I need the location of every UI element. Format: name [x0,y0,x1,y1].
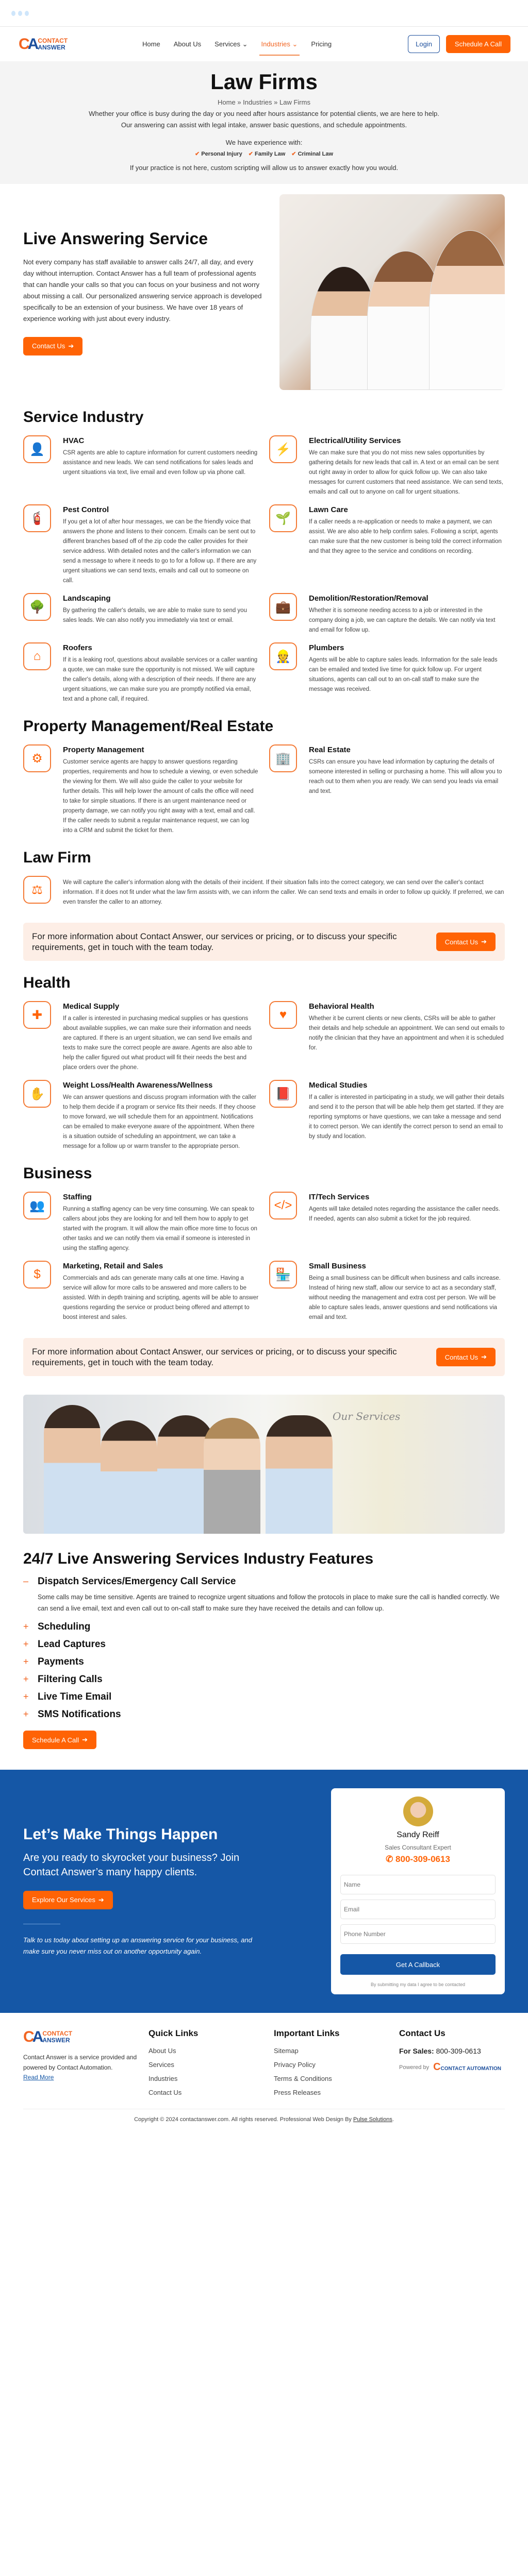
copyright-period: . [392,2116,394,2123]
industry-card [23,744,259,836]
logo-text [42,2030,72,2044]
accordion-item[interactable] [23,1709,505,1720]
code-laptop-icon: </> [269,1192,297,1219]
section-title: Business [23,1165,92,1182]
sales-label: For Sales: [399,2047,434,2055]
industry-card [269,744,505,836]
quick-links-title: Quick Links [148,2028,199,2038]
industry-title: Medical Supply [63,1002,120,1011]
contact-title: Let’s Make Things Happen [23,1825,218,1843]
logo-mark-icon: CA [19,35,37,53]
hero-closing: If your practice is not here, custom scripting will allow us to answer exactly how you would. [129,164,399,172]
accordion-body: Some calls may be time sensitive. Agents are trained to recognize urgent situations and follow the protocols in place to make sure the call is handled correctly. We can send a live email, text and even call out to on-call staff to make sure they have received the details and can follow up. [38,1594,500,1612]
heart-pulse-icon: ♥ [269,1001,297,1029]
get-callback-button[interactable]: Get A Callback [340,1954,496,1975]
button-label: Contact Us [444,1353,478,1361]
industry-title: Demolition/Restoration/Removal [309,594,428,603]
industry-grid [23,1001,505,1151]
industry-description: Commercials and ads can generate many calls at one time. Having a service will allow for more calls to be answered and more callers to be assisted. With in depth training and scripting, agents will be able to answer questions regarding the service or product being offered and attempt to boost interest and sales. [63,1275,259,1320]
industry-description: Being a small business can be difficult when business and calls increase. Instead of hiring new staff, allow our service to act as a secondary staff, without needing the management and extra cost per person. We will be able to capture sales leads, answer questions and send notifications via email and text. [309,1275,501,1320]
industry-description: Agents will take detailed notes regarding the assistance the caller needs. If needed, agents can also submit a ticket for the job required. [309,1206,500,1222]
logo[interactable] [19,36,142,53]
experience-label: We have experience with: [225,139,303,146]
industry-title: Medical Studies [309,1081,368,1090]
accordion-item[interactable] [23,1674,505,1685]
contact-cta-banner [23,923,505,961]
industry-description: Running a staffing agency can be very time consuming. We can speak to callers about jobs they are looking for and tell them how to apply to get started with the program. It will allow the main office more time to focus on other tasks and we can notify them via email if someone is interested in using the staffing agency. [63,1206,257,1251]
lightning-icon: ⚡ [269,435,297,463]
accordion-header[interactable] [23,1621,505,1633]
industry-title: Staffing [63,1193,92,1201]
footer-about: Contact Answer is a service provided and powered by Contact Automation. [23,2054,137,2071]
arrow-right-icon: ➔ [481,938,487,945]
plus-icon: + [23,1639,29,1649]
industry-title: Small Business [309,1262,366,1270]
consultant-avatar [403,1797,433,1826]
features-title: 24/7 Live Answering Services Industry Features [23,1550,374,1567]
building-icon: 🏢 [269,744,297,772]
plus-icon: + [23,1674,29,1684]
industry-card [23,1261,259,1323]
industry-card [269,1080,505,1151]
accordion-title: Live Time Email [38,1691,112,1702]
button-label: Explore Our Services [32,1896,95,1904]
industry-description: Customer service agents are happy to answer questions regarding properties, requirements and how to schedule a viewing, or even schedule the viewing for them. We will also guide the caller to your website for further details. This will help lower the amount of calls the office will need to take for simple situations. If there is an urgent maintenance need or property damage, we can notify you right away with a text, email and call. If the caller needs to submit a regular maintenance request, we can log into a CRM and submit the ticket for them. [63,759,258,834]
industry-title: Plumbers [309,643,344,652]
accordion-item[interactable] [23,1691,505,1703]
consultant-name: Sandy Reiff [397,1831,439,1839]
section-title: Law Firm [23,849,91,866]
read-more-link[interactable]: Read More [23,2074,54,2081]
accordion-title: Filtering Calls [38,1674,103,1685]
plus-icon: + [23,1691,29,1702]
industry-title: Marketing, Retail and Sales [63,1262,163,1270]
gear-house-icon: ⚙ [23,744,51,772]
industries-content [0,409,528,1376]
industry-card [23,435,259,497]
contact-us-button[interactable] [436,933,496,951]
industry-card [269,642,505,704]
industry-title: Roofers [63,643,92,652]
button-label: Schedule A Call [32,1736,79,1744]
industry-card [269,1192,505,1253]
plus-icon: + [23,1656,29,1667]
industry-card [269,504,505,586]
sales-phone[interactable]: 800-309-0613 [436,2047,481,2055]
logo-line2: ANSWER [38,43,65,51]
industry-card [269,1261,505,1323]
industry-title: Pest Control [63,505,109,514]
cta-text: For more information about Contact Answer, our services or pricing, or to discuss your specific requirements, get in touch with the team today. [32,931,397,952]
section-title: Live Answering Service [23,229,208,248]
industry-description: We will capture the caller's information along with the details of their incident. If their situation falls into the correct category, we can send over the caller's contact information. If it does not fit under what the law firm assists with, we can inform the caller. We can send texts and emails in order to follow up quickly. If preferred, we can even transfer the caller to an attorney. [63,879,504,905]
industry-card [23,504,259,586]
partner-logo-text: CONTACT AUTOMATION [440,2066,501,2072]
contact-us-button[interactable] [23,337,82,355]
plus-icon: + [23,1709,29,1719]
industry-title: Property Management [63,745,144,754]
call-center-photo [279,194,505,390]
industry-card [269,593,505,635]
industry-grid [23,876,505,907]
consultant-phone[interactable] [340,1854,496,1865]
money-growth-icon: $ [23,1261,51,1289]
nav-item-pricing[interactable]: Pricing [311,40,332,48]
industry-description: If a caller needs a re-application or needs to make a payment, we can assist. We are also able to help confirm sales. Following a script, agents can make sure that the new customer is being told the correct information and that they agree to the service and conditions on recording. [309,519,502,554]
accordion-header[interactable] [23,1576,505,1587]
accordion-title: Scheduling [38,1621,91,1632]
arrow-right-icon: ➔ [82,1736,88,1743]
footer-link[interactable]: Press Releases [274,2089,321,2096]
industry-description: By gathering the caller's details, we are able to make sure to send you sales leads. We can also notify you immediately via text or email. [63,607,247,623]
consultant-title: Sales Consultant Expert [385,1844,451,1851]
briefcase-icon: 💼 [269,593,297,621]
footer-link[interactable]: Contact Us [148,2089,182,2096]
industry-card [269,1001,505,1073]
industry-description: CSR agents are able to capture information for current customers needing assistance and new leads. We can send notifications for sales leads and urgent situations via text, live email and even follow up via phone call. [63,450,258,476]
industry-grid [23,1192,505,1323]
phone-number: 800-309-0613 [395,1854,450,1864]
industry-title: HVAC [63,436,85,445]
footer-link[interactable]: Terms & Conditions [274,2075,332,2082]
section-title: Service Industry [23,409,144,426]
callback-form [331,1788,505,1994]
industry-title: Weight Loss/Health Awareness/Wellness [63,1081,213,1090]
arrow-right-icon: ➔ [98,1895,104,1904]
button-label: Contact Us [444,938,478,946]
industry-description: Whether it is someone needing access to a job or interested in the company doing a job, we can capture the details. We can notify via text and email for follow up. [309,607,496,633]
practice-areas [0,150,528,157]
section-title: Property Management/Real Estate [23,718,274,735]
schedule-call-button[interactable]: Schedule A Call [446,35,510,53]
login-button[interactable]: Login [408,35,440,53]
industry-description: Agents will be able to capture sales leads. Information for the sale leads can be emailed and texted live time for quick follow up. For urgent situations, agents can call out to an on-call staff to make sure the message was received. [309,657,498,692]
industry-description: If a caller is interested in participating in a study, we will gather their details and send it to the person that will be able help them get started. If they are reporting symptoms or have questions, we can take a message and send it to correct person. We can identify the correct person to send an email to by study and location. [309,1094,504,1140]
agent-icon: 👤 [23,435,51,463]
logo-text [38,38,68,51]
banner-overlay-text: Our Services [333,1410,401,1422]
industry-card [23,593,259,635]
plant-hand-icon: 🌱 [269,504,297,532]
logo-line1: CONTACT [42,2030,73,2037]
industry-grid [23,744,505,836]
roof-hammer-icon: ⌂ [23,642,51,670]
industry-description: If it is a leaking roof, questions about available services or a caller wanting a quote, we can make sure the opportunity is not missed. We will capture the caller's details, along with a description of their needs. If there are any urgent situations, we can make sure you are promptly notified via email, text and a phone call, if required. [63,657,258,702]
accordion-item[interactable] [23,1639,505,1650]
contact-automation-logo[interactable]: CCONTACT AUTOMATION [433,2061,501,2073]
name-input[interactable] [340,1875,496,1894]
industry-grid [23,435,505,704]
industry-description: If you get a lot of after hour messages, we can be the friendly voice that answers the phone and listens to their concern. Emails can be sent out to different branches based off of the zip code the caller provides for their service address. With detailed notes and the caller's information we can send a message to where it needs to go to for a follow up. If there are any urgent situations we can send texts, emails and call out to someone on call. [63,519,257,584]
disclaimer: By submitting my data I agree to be contacted [370,1982,466,1987]
window-dot-icon [11,11,15,16]
industry-description: Whether it be current clients or new clients, CSRs will be able to gather their details and help schedule an appointment. We can send out emails to notify the clinician that they have an appointment and when it is scheduled for. [309,1015,505,1051]
nav-item-services[interactable]: Services ⌄ [214,40,248,48]
contact-subtitle: Are you ready to skyrocket your business? Join Contact Answer’s many happy clients. [23,1852,240,1878]
contact-cta-banner [23,1338,505,1376]
industry-card [23,1080,259,1151]
accordion-header[interactable] [23,1639,505,1650]
industry-card [23,1192,259,1253]
arrow-right-icon: ➔ [481,1353,487,1361]
accordion-item[interactable] [23,1656,505,1668]
cta-text: For more information about Contact Answer, our services or pricing, or to discuss your specific requirements, get in touch with the team today. [32,1347,397,1367]
hero [0,61,528,184]
practice-area-check: ✔ Family Law [249,150,286,157]
section-title: Health [23,974,71,991]
industry-card [23,642,259,704]
storefront-icon: 🏪 [269,1261,297,1289]
industry-title: Lawn Care [309,505,348,514]
plus-icon: + [23,1621,29,1632]
medical-book-icon: 📕 [269,1080,297,1108]
accordion-title: Payments [38,1656,84,1667]
industry-title: Behavioral Health [309,1002,374,1011]
browser-chrome [0,0,528,27]
logo-mark-icon: CA [23,2028,42,2045]
footer-link[interactable]: Services [148,2061,174,2069]
contact-note: Talk to us today about setting up an answering service for your business, and make sure you never miss out on another opportunity again. [23,1936,252,1955]
industry-title: IT/Tech Services [309,1193,370,1201]
industry-description: We can answer questions and discuss program information with the caller to help them decide if a program or service fits their needs. If they choose to move forward, we will schedule them for an appointment. Notifications can be emailed to make everyone aware of the appointment. When there is a situation outside of scheduling an appointment, we can take a message for a follow up or warm transfer to the appropriate person. [63,1094,256,1149]
accordion-item[interactable] [23,1576,505,1614]
footer [0,2013,528,2131]
copyright [23,2109,505,2131]
accordion-header[interactable] [23,1656,505,1668]
contact-title: Contact Us [399,2028,446,2038]
medical-kit-icon: ✚ [23,1001,51,1029]
industry-description: CSRs can ensure you have lead information by capturing the details of someone interested in selling or purchasing a home. This will allow you to reach out to them when you are ready. We can send you leads via email and text. [309,759,502,794]
industry-description: If a caller is interested in purchasing medical supplies or has questions about available supplies, we can make sure their information and needs are captured. If there is an urgent situation, we can send live emails and texts to make sure the correct people are aware. Agents are also able to help the caller figured out what product will fit their needs the best and place orders over the phone. [63,1015,252,1071]
copyright-text: Copyright © 2024 contactanswer.com. All rights reserved. Professional Web Design By [134,2116,353,2123]
practice-area-check: ✔ Criminal Law [291,150,333,157]
footer-link[interactable]: About Us [148,2047,176,2055]
footer-logo[interactable] [23,2028,147,2046]
accordion-item[interactable] [23,1621,505,1633]
important-links-title: Important Links [274,2028,340,2038]
industry-title: Landscaping [63,594,111,603]
industry-card [23,1001,259,1073]
main-menu [142,35,408,54]
industry-card [23,876,505,907]
button-label: Contact Us [32,342,65,350]
footer-link[interactable]: Sitemap [274,2047,299,2055]
footer-link[interactable]: Privacy Policy [274,2061,316,2069]
features-accordion [23,1576,505,1720]
breadcrumb[interactable]: Home » Industries » Law Firms [218,98,310,106]
nav-item-about[interactable]: About Us [173,40,202,48]
footer-link[interactable]: Industries [148,2075,178,2082]
designer-link[interactable]: Pulse Solutions [353,2116,392,2123]
nav-item-home[interactable]: Home [142,40,160,48]
window-dot-icon [18,11,22,16]
practice-area-check: ✔ Personal Injury [195,150,242,157]
accordion-title: Lead Captures [38,1639,106,1650]
contact-us-button[interactable] [436,1348,496,1366]
nav-item-industries[interactable]: Industries ⌄ [261,35,298,54]
accordion-title: SMS Notifications [38,1709,121,1720]
arrow-right-icon: ➔ [68,342,74,350]
phone-icon: ✆ [386,1854,396,1864]
industry-title: Real Estate [309,745,351,754]
sprayer-icon: 🧯 [23,504,51,532]
accordion-header[interactable] [23,1674,505,1685]
minus-icon: – [23,1576,29,1586]
industry-title: Electrical/Utility Services [309,436,401,445]
explore-services-button[interactable] [23,1891,113,1909]
contact-section [0,1770,528,2013]
people-icon: 👥 [23,1192,51,1219]
wellness-hand-icon: ✋ [23,1080,51,1108]
gavel-icon: ⚖ [23,876,51,904]
hero-intro: Whether your office is busy during the day or you need after hours assistance for potential clients, we are here to help. Our answering can assist with legal intake, answer basic questions, and schedule appointments. [89,110,439,129]
industry-card [269,435,505,497]
accordion-header[interactable] [23,1691,505,1703]
email-input[interactable] [340,1900,496,1919]
agents-banner-image [23,1395,505,1534]
features-section [23,1550,505,1749]
accordion-header[interactable] [23,1709,505,1720]
logo-line2: ANSWER [42,2037,70,2044]
industry-description: We can make sure that you do not miss new sales opportunities by gathering details for new leads that call in. A text or an email can be sent out right away in order to allow for quick follow up. We can also take messages for current customers that need assistance. We can send texts, emails and call out to anyone on call for urgent situations. [309,450,503,495]
site-header [0,27,528,61]
window-dot-icon [25,11,29,16]
worker-icon: 👷 [269,642,297,670]
powered-by-label: Powered by [399,2064,430,2071]
page-title: Law Firms [210,70,318,94]
phone-input[interactable] [340,1924,496,1944]
accordion-title: Dispatch Services/Emergency Call Service [38,1576,236,1587]
schedule-call-button[interactable] [23,1731,96,1749]
trees-icon: 🌳 [23,593,51,621]
section-body: Not every company has staff available to answer calls 24/7, all day, and every day without interruption. Contact Answer has a full team of professional agents that can handle your calls so that you can focus on your business and not worry about missing a call. Our personalized answering service approach is developed specifically to be an extension of your business. We have over 18 years of experience working with just about every industry. [23,258,262,323]
live-answering-section [0,184,528,395]
logo-line1: CONTACT [38,37,68,44]
